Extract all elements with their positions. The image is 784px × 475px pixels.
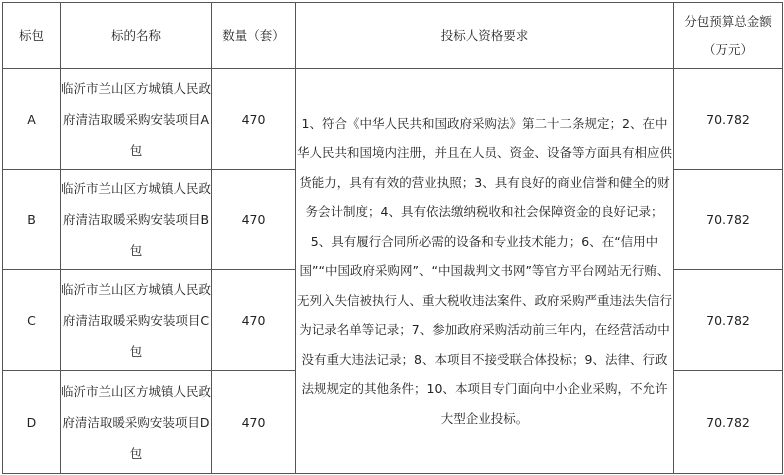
header-qty: 数量（套）: [212, 3, 296, 69]
lot-cell: D: [3, 371, 61, 474]
item-name-cell: 临沂市兰山区方城镇人民政府清洁取暖采购安装项目B包: [61, 170, 212, 270]
budget-cell: 70.782: [674, 170, 783, 270]
requirements-cell: 1、符合《中华人民共和国政府采购法》第二十二条规定；2、在中华人民共和国境内注册，并且在人员、资金、设备等方面具有相应供货能力，具有有效的营业执照；3、具有良好的商业信誉和健全的财务会计制度；4、具有依法缴纳税收和社会保障资金的良好记录；5、具有履行合同所必需的设备和专业技术能力；6、在“信用中国”“中国政府采购网”、“中国裁判文书网”等官方平台网站无行贿、无列入失信被执行人、重大税收违法案件、政府采购严重违法失信行为记录名单等记录；7、参加政府采购活动前三年内，在经营活动中没有重大违法记录；8、本项目不接受联合体投标；9、法律、行政法规规定的其他条件；10、本项目专门面向中小企业采购，不允许大型企业投标。: [296, 69, 674, 474]
header-lot: 标包: [3, 3, 61, 69]
qty-cell: 470: [212, 69, 296, 170]
item-name-cell: 临沂市兰山区方城镇人民政府清洁取暖采购安装项目D包: [61, 371, 212, 474]
qty-cell: 470: [212, 371, 296, 474]
header-name: 标的名称: [61, 3, 212, 69]
lot-cell: A: [3, 69, 61, 170]
table-row: [3, 69, 783, 170]
budget-cell: 70.782: [674, 371, 783, 474]
qty-cell: 470: [212, 170, 296, 270]
item-name-cell: 临沂市兰山区方城镇人民政府清洁取暖采购安装项目C包: [61, 270, 212, 371]
budget-cell: 70.782: [674, 69, 783, 170]
lot-cell: B: [3, 170, 61, 270]
qty-cell: 470: [212, 270, 296, 371]
budget-cell: 70.782: [674, 270, 783, 371]
header-budget: 分包预算总金额（万元）: [674, 3, 783, 69]
procurement-table: [2, 2, 783, 474]
header-row: [3, 3, 783, 69]
item-name-cell: 临沂市兰山区方城镇人民政府清洁取暖采购安装项目A包: [61, 69, 212, 170]
header-requirements: 投标人资格要求: [296, 3, 674, 69]
lot-cell: C: [3, 270, 61, 371]
